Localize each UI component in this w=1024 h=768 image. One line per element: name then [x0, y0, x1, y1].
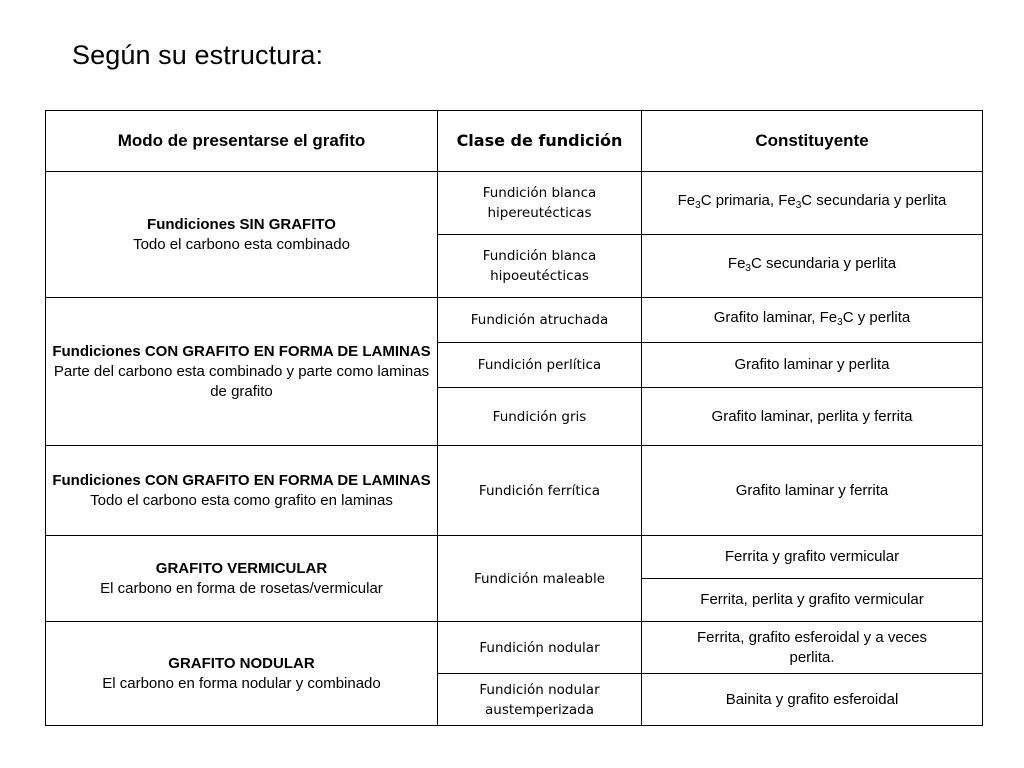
mode-description: El carbono en forma nodular y combinado: [102, 674, 381, 692]
clase-cell: [438, 343, 642, 388]
constituyente-cell: [642, 446, 983, 536]
clase-cell: [438, 235, 642, 298]
constituyente-cell: [642, 343, 983, 388]
table-row: [46, 446, 983, 536]
clase-cell: [438, 446, 642, 536]
constituyente-text: $Fe_3C$ primaria, $Fe_3C$ secundaria y perlita: [677, 191, 947, 211]
clase-cell: [438, 172, 642, 235]
table-header-row: [46, 111, 983, 172]
constituyente-text: Grafito laminar, $Fe_3C$ y perlita: [713, 308, 911, 328]
clase-cell: [438, 674, 642, 726]
constituyente-cell: [642, 622, 983, 674]
mode-cell: [46, 446, 438, 536]
table-row: [46, 172, 983, 235]
constituyente-cell: [642, 388, 983, 446]
clase-line: Fundición nodular: [479, 639, 600, 656]
page-title: Según su estructura:: [72, 40, 324, 70]
header-constituyente: Constituyente: [642, 111, 983, 172]
mode-title: Fundiciones SIN GRAFITO: [147, 215, 336, 233]
constituyente-text: Grafito laminar, perlita y ferrita: [711, 407, 913, 425]
clase-cell: [438, 298, 642, 343]
constituyente-text: Bainita y grafito esferoidal: [725, 690, 899, 708]
clase-line: Fundición ferrítica: [478, 482, 601, 499]
constituyente-cell: [642, 172, 983, 235]
table-row: [46, 622, 983, 674]
clase-line: Fundición perlítica: [477, 357, 602, 373]
mode-title: GRAFITO NODULAR: [168, 654, 315, 672]
constituyente-cell: [642, 235, 983, 298]
constituyente-cell: [642, 298, 983, 343]
mode-title: Fundiciones CON GRAFITO EN FORMA DE LAMINAS: [52, 471, 431, 489]
mode-description: Parte del carbono esta combinado y parte como laminas de grafito: [53, 362, 430, 400]
structure-table: [45, 110, 983, 726]
constituyente-cell: [642, 579, 983, 622]
table-row: [46, 536, 983, 579]
mode-cell: [46, 622, 438, 726]
constituyente-text: Ferrita y grafito vermicular: [724, 548, 900, 565]
clase-line: hipereutécticas: [487, 205, 592, 221]
clase-line: Fundición blanca: [482, 248, 597, 264]
mode-cell: [46, 536, 438, 622]
clase-cell: [438, 536, 642, 622]
clase-line: hipoeutécticas: [490, 268, 589, 284]
header-clase: Clase de fundición: [438, 111, 642, 172]
clase-line: Fundición maleable: [473, 570, 606, 587]
constituyente-cell: [642, 536, 983, 579]
constituyente-text: Grafito laminar y perlita: [734, 356, 890, 373]
clase-line: Fundición blanca: [482, 185, 597, 201]
constituyente-cell: [642, 674, 983, 726]
header-modo: Modo de presentarse el grafito: [46, 111, 438, 172]
clase-line: Fundición gris: [492, 408, 587, 425]
mode-description: Todo el carbono esta como grafito en laminas: [90, 491, 393, 509]
clase-cell: [438, 622, 642, 674]
clase-cell: [438, 388, 642, 446]
mode-description: Todo el carbono esta combinado: [133, 235, 350, 253]
mode-title: Fundiciones CON GRAFITO EN FORMA DE LAMINAS: [52, 342, 431, 360]
constituyente-text: Grafito laminar y ferrita: [735, 481, 889, 499]
constituyente-text: Ferrita, perlita y grafito vermicular: [700, 591, 924, 608]
constituyente-text: $Fe_3C$ secundaria y perlita: [727, 254, 897, 274]
mode-cell: [46, 298, 438, 446]
clase-line: Fundición atruchada: [470, 312, 609, 328]
mode-title: GRAFITO VERMICULAR: [155, 559, 328, 577]
table-row: [46, 298, 983, 343]
clase-line: Fundición nodular: [479, 681, 600, 698]
mode-description: El carbono en forma de rosetas/vermicular: [100, 579, 383, 597]
clase-line: austemperizada: [485, 701, 594, 718]
constituyente-text: Ferrita, grafito esferoidal y a veces perlita.: [696, 628, 928, 666]
mode-cell: [46, 172, 438, 298]
